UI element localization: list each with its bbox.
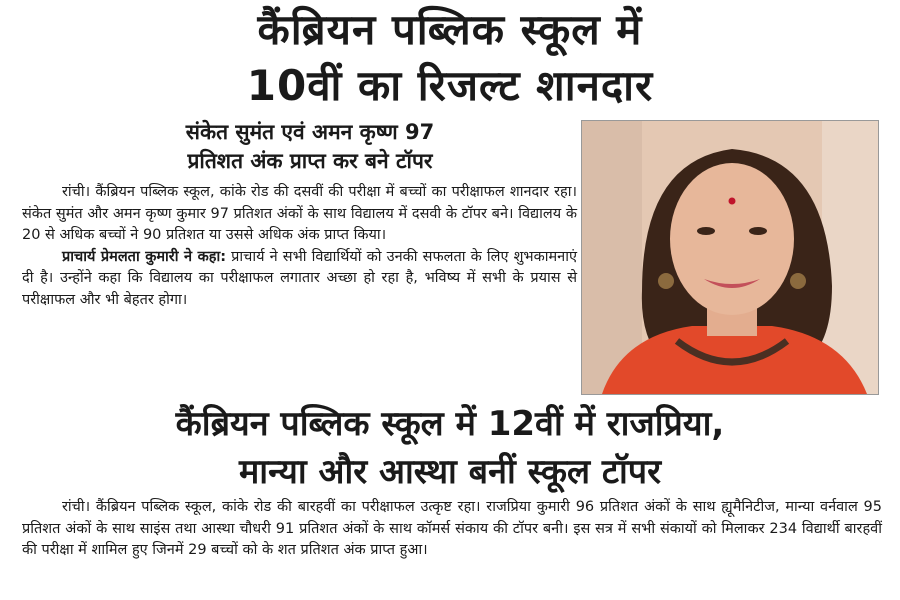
article2-paragraph1: रांची। कैंब्रियन पब्लिक स्कूल, कांके रोड की बारहवीं का परीक्षाफल उत्कृष्ट रहा। राजप्रिया कुमारी 96 प्रतिशत अंकों के साथ ह्यूमैनिटीज, मान्या वर्नवाल 95 प्रतिशत अंकों के साथ साइंस तथा आस्था चौधरी 91 प्रतिशत अंकों के साथ कॉमर्स संकाय की टॉपर बनी। इस सत्र में सभी संकायों को मिलाकर 234 विद्यार्थी बारहवीं की परीक्षा में शामिल हुए जिनमें 29 बच्चों को के शत प्रतिशत अंक प्राप्त हुआ। bbox=[22, 499, 882, 558]
sub-headline-line1: संकेत सुमंत एवं अमन कृष्ण 97 bbox=[185, 120, 435, 144]
article1-paragraph2 bbox=[22, 247, 577, 312]
main-headline-line2: 10वीं का रिजल्ट शानदार bbox=[246, 61, 654, 110]
main-headline-line1: कैंब्रियन पब्लिक स्कूल में bbox=[257, 5, 643, 54]
principal-quote-body: प्राचार्य ने सभी विद्यार्थियों को उनकी सफलता के लिए शुभकामनाएं दी है। उन्होंने कहा कि विद्यालय का परीक्षाफल लगातार अच्छा हो रहा है, भविष्य में सभी के प्रयास से परीक्षाफल और भी बेहतर होगा। bbox=[22, 248, 578, 308]
portrait-illustration bbox=[582, 121, 878, 394]
principal-photo bbox=[581, 120, 879, 395]
main-headline bbox=[0, 2, 900, 114]
second-headline-line2: मान्या और आस्था बनीं स्कूल टॉपर bbox=[238, 452, 662, 492]
second-headline-line1: कैंब्रियन पब्लिक स्कूल में 12वीं में राजप्रिया, bbox=[175, 404, 725, 444]
second-headline bbox=[0, 400, 900, 496]
principal-quote-lead: प्राचार्य प्रेमलता कुमारी ने कहा: bbox=[62, 248, 227, 265]
article1-body bbox=[22, 182, 577, 311]
sub-headline bbox=[40, 118, 580, 176]
sub-headline-line2: प्रतिशत अंक प्राप्त कर बने टॉपर bbox=[187, 149, 433, 173]
article1-paragraph1: रांची। कैंब्रियन पब्लिक स्कूल, कांके रोड की दसवीं की परीक्षा में बच्चों का परीक्षाफल शानदार रहा। संकेत सुमंत और अमन कृष्ण कुमार 97 प्रतिशत अंकों के साथ विद्यालय में दसवी के टॉपर बने। विद्यालय के 20 से अधिक बच्चों ने 90 प्रतिशत या उससे अधिक अंक प्राप्त किया। bbox=[22, 184, 577, 243]
article2-body bbox=[22, 497, 882, 562]
